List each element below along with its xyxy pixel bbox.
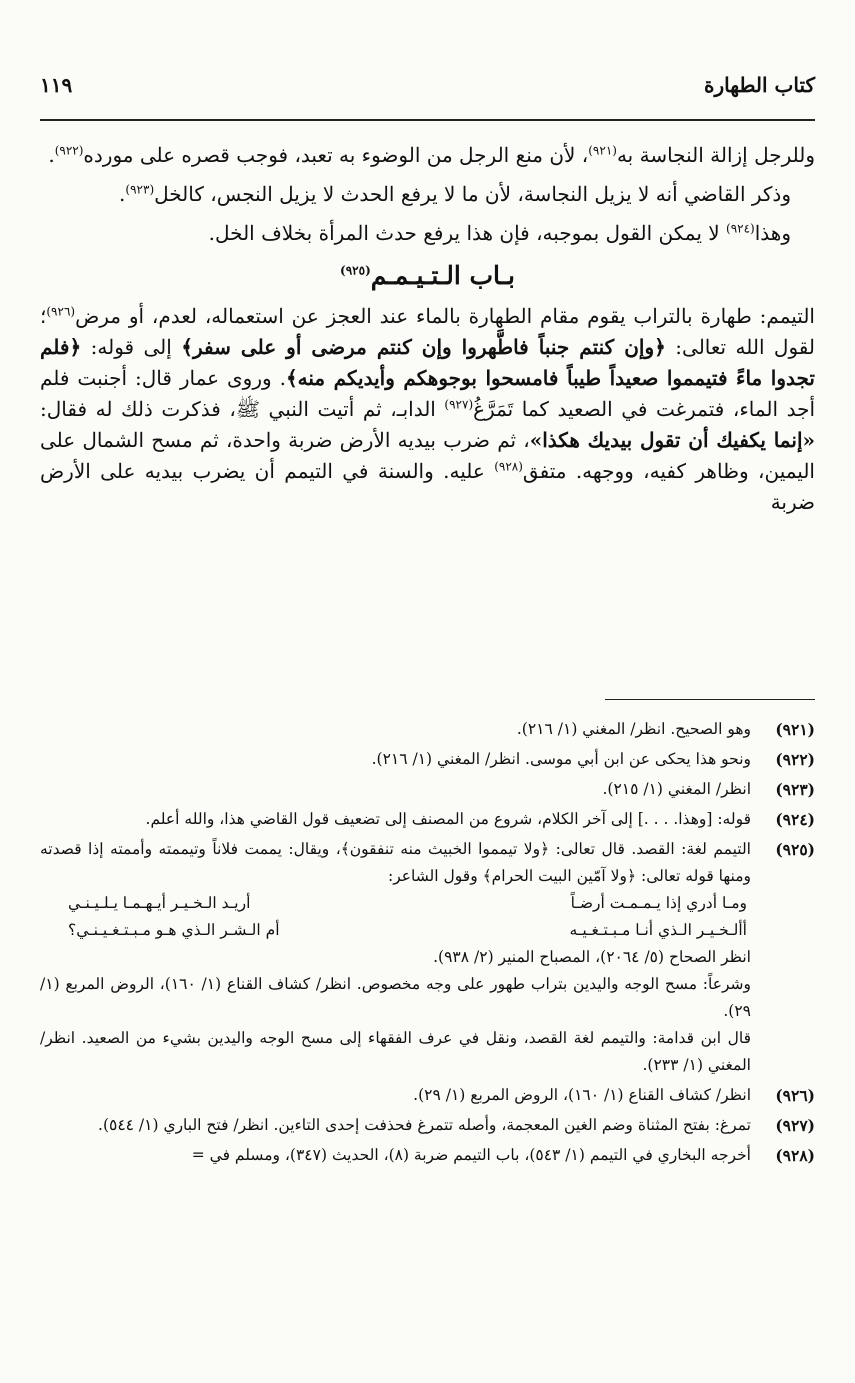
footnote-text: وشرعاً: مسح الوجه واليدين بتراب طهور على وجه مخصوص. انظر/ كشاف القناع (١/ ١٦٠)، الروض المربع (١/ ٢٩). <box>40 975 752 1020</box>
paragraph-1-text-c: . <box>48 143 55 167</box>
footnote-text: تمرغ: بفتح المثناة وضم الغين المعجمة، وأصله تتمرغ فحذفت إحدى التاءين. انظر/ فتح الباري (١/ ٥٤٤). <box>98 1116 751 1134</box>
header-rule <box>40 119 815 121</box>
footnote-text: انظر الصحاح (٥/ ٢٠٦٤)، المصباح المنير (٢/ ٩٣٨). <box>433 948 751 966</box>
footnote-text: قال ابن قدامة: والتيمم لغة القصد، ونقل في عرف الفقهاء إلى مسح الوجه واليدين بشيء من الصعيد. انظر/ المغني (١/ ٢٣٣). <box>40 1029 751 1074</box>
footnote-body <box>40 836 751 1079</box>
paragraph-4-text-e: الدابـ، ثم أتيت النبي ﷺ، فذكرت ذلك له فقال: <box>40 397 445 421</box>
poem-line-2 <box>40 917 751 944</box>
footnote-text: التيمم لغة: القصد. قال تعالى: ﴿ولا تيمموا الخبيث منه تنفقون﴾، ويقال: يممت فلاناً وتيممته وأممته إذا قصدته ومنها قوله تعالى: ﴿ولا آمّين البيت الحرام﴾ وقول الشاعر: <box>40 840 751 885</box>
poem-hemistich: أريـد الـخـيـر أيـهـمـا يـلـيـنـي <box>68 894 251 912</box>
footnote-ref-924[interactable]: (٩٢٤) <box>726 221 755 236</box>
footnote-ref-921[interactable]: (٩٢١) <box>588 143 617 158</box>
footnote-text: ونحو هذا يحكى عن ابن أبي موسى. انظر/ المغني (١/ ٢١٦). <box>371 750 751 768</box>
paragraph-3-text-a: وهذا <box>754 221 791 245</box>
footnote-ref-923[interactable]: (٩٢٣) <box>125 182 155 197</box>
footnote-number: (٩٢٥) <box>775 840 815 859</box>
footnote-922 <box>40 746 815 773</box>
running-header-title: كتاب الطهارة <box>704 73 815 97</box>
footnote-number: (٩٢٨) <box>775 1146 815 1165</box>
paragraph-2-text-b: . <box>119 182 126 206</box>
footnote-ref-927[interactable]: (٩٢٧) <box>444 397 474 412</box>
paragraph-2-text-a: وذكر القاضي أنه لا يزيل النجاسة، لأن ما لا يرفع الحدث لا يزيل النجس، كالخل <box>154 182 791 206</box>
footnote-926 <box>40 1082 815 1109</box>
hadith-quote: «إنما يكفيك أن تقول بيديك هكذا» <box>529 428 815 452</box>
quran-verse-1: ﴿وإن كنتم جنباً فاطَّهروا وإن كنتم مرضى أو على سفر﴾ <box>181 335 666 359</box>
poem-hemistich: ومـا أدري إذا يـمـمـت أرضـاً <box>570 894 747 912</box>
paragraph-3 <box>40 218 815 249</box>
footnote-ref-925[interactable]: (٩٢٥) <box>340 263 371 278</box>
chapter-heading <box>40 257 815 295</box>
footnote-text: انظر/ كشاف القناع (١/ ١٦٠)، الروض المربع (١/ ٢٩). <box>413 1086 751 1104</box>
paragraph-4-text-a: التيمم: طهارة بالتراب يقوم مقام الطهارة بالماء عند العجز عن استعماله، لعدم، أو مرض <box>75 304 815 328</box>
footnote-ref-922[interactable]: (٩٢٢) <box>54 143 84 158</box>
paragraph-2 <box>40 179 815 210</box>
footnote-separator <box>605 699 815 700</box>
poem-hemistich: أألـخـيـر الـذي أنـا مـبـتـغـيـه <box>569 921 747 939</box>
poem-hemistich: أم الـشـر الـذي هـو مـبـتـغـيـنـي؟ <box>68 921 280 939</box>
paragraph-4-text-g: عليه. والسنة في التيمم أن يضرب بيديه على الأرض ضربة <box>40 459 815 514</box>
footnote-text: أخرجه البخاري في التيمم (١/ ٥٤٣)، باب التيمم ضربة (٨)، الحديث (٣٤٧)، ومسلم في = <box>191 1146 751 1164</box>
footnote-text: انظر/ المغني (١/ ٢١٥). <box>602 780 751 798</box>
footnote-ref-928[interactable]: (٩٢٨) <box>494 459 523 474</box>
paragraph-1-text-a: وللرجل إزالة النجاسة به <box>616 143 815 167</box>
footnote-928 <box>40 1142 815 1169</box>
poem-line-1 <box>40 890 751 917</box>
page-number: ١١٩ <box>40 73 73 97</box>
paragraph-4-text-c: إلى قوله: <box>81 335 182 359</box>
paragraph-4-text-d: . وروى عمار قال: أجنبت فلم أجد الماء، فتمرغت في الصعيد كما تَمَرَّغُ <box>40 366 816 421</box>
footnote-number: (٩٢٢) <box>775 750 815 769</box>
footnote-927 <box>40 1112 815 1139</box>
running-header <box>40 68 815 102</box>
footnote-925 <box>40 836 815 1079</box>
paragraph-4-text-b: ؛ لقول الله تعالى: <box>40 304 816 359</box>
footnote-text: وهو الصحيح. انظر/ المغني (١/ ٢١٦). <box>516 720 751 738</box>
quran-verse-2: ﴿فلم تجدوا ماءً فتيمموا صعيداً طيباً فامسحوا بوجوهكم وأيديكم منه﴾ <box>40 335 815 390</box>
footnote-number: (٩٢١) <box>775 720 815 739</box>
footnote-number: (٩٢٧) <box>775 1116 815 1135</box>
paragraph-4 <box>40 301 815 518</box>
footnote-923 <box>40 776 815 803</box>
footnote-921 <box>40 716 815 743</box>
paragraph-3-text-b: لا يمكن القول بموجبه، فإن هذا يرفع حدث المرأة بخلاف الخل. <box>208 221 727 245</box>
footnote-number: (٩٢٦) <box>775 1086 815 1105</box>
footnotes <box>40 716 815 1172</box>
main-text <box>40 140 815 526</box>
footnote-text: قوله: [وهذا. . . .] إلى آخر الكلام، شروع من المصنف إلى تضعيف قول القاضي هذا، والله أعلم. <box>145 810 751 828</box>
paragraph-1 <box>40 140 815 171</box>
paragraph-1-text-b: ، لأن منع الرجل من الوضوء به تعبد، فوجب قصره على مورده <box>83 143 589 167</box>
chapter-heading-text: بـاب الـتـيـمـم <box>370 261 515 290</box>
footnote-number: (٩٢٣) <box>775 780 815 799</box>
paragraph-4-text-f: ، ثم ضرب بيديه الأرض ضربة واحدة، ثم مسح الشمال على اليمين، وظاهر كفيه، ووجهه. متفق <box>40 428 815 483</box>
footnote-ref-926[interactable]: (٩٢٦) <box>46 304 76 319</box>
footnote-number: (٩٢٤) <box>775 810 815 829</box>
footnote-924 <box>40 806 815 833</box>
